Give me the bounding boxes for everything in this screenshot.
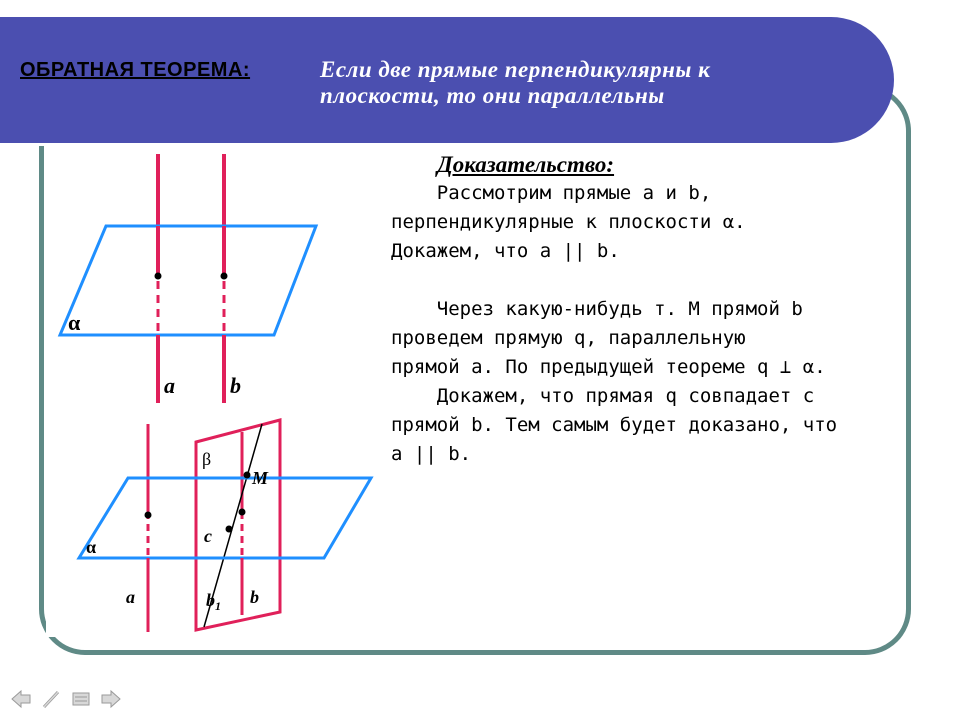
line-b-label: b — [230, 373, 241, 398]
menu-icon[interactable] — [70, 688, 92, 710]
proof-block — [391, 150, 921, 469]
point-m — [244, 472, 251, 479]
theorem-statement-line2: плоскости, то они параллельны — [320, 83, 665, 108]
point-m-label: M — [252, 468, 269, 488]
plane-alpha-label: α — [68, 310, 81, 335]
proof-line: Рассмотрим прямые a и b, — [391, 182, 712, 204]
plane-beta-label: β — [202, 449, 212, 469]
proof-line: a || b. — [391, 443, 472, 465]
title-banner — [0, 17, 894, 143]
plane-alpha-label: α — [86, 537, 97, 557]
line-a-label: a — [126, 587, 135, 607]
proof-line: Через какую-нибудь т. M прямой b — [391, 298, 803, 320]
figure-proof-construction — [46, 412, 376, 637]
proof-line-blank — [391, 266, 921, 295]
proof-line: Докажем, что a || b. — [391, 240, 620, 262]
point-b-intersection — [239, 509, 246, 516]
proof-line: прямой b. Тем самым будет доказано, что — [391, 414, 838, 436]
point-a-intersection — [145, 512, 152, 519]
figure-two-perpendicular-lines — [44, 148, 334, 408]
proof-title: Доказательство: — [437, 152, 615, 177]
proof-line: проведем прямую q, параллельную — [391, 327, 746, 349]
slide-navigation — [10, 688, 122, 710]
point-b-intersection — [221, 273, 228, 280]
banner-divider — [0, 143, 848, 146]
point-c-label: c — [204, 526, 212, 546]
proof-line: перпендикулярные к плоскости α. — [391, 211, 746, 233]
line-a-label: a — [164, 373, 175, 398]
theorem-label: ОБРАТНАЯ ТЕОРЕМА: — [20, 59, 251, 81]
point-a-intersection — [155, 273, 162, 280]
proof-line: прямой a. По предыдущей теореме q ⊥ α. — [391, 356, 826, 378]
point-c — [226, 526, 233, 533]
line-b-label: b — [250, 587, 259, 607]
theorem-statement-line1: Если две прямые перпендикулярны к — [320, 57, 711, 82]
pen-icon[interactable] — [40, 688, 62, 710]
back-arrow-icon[interactable] — [10, 688, 32, 710]
plane-alpha — [60, 226, 316, 335]
proof-line: Докажем, что прямая q совпадает с — [391, 385, 815, 407]
line-b1-label: $b_1$ — [206, 590, 221, 613]
forward-arrow-icon[interactable] — [100, 688, 122, 710]
